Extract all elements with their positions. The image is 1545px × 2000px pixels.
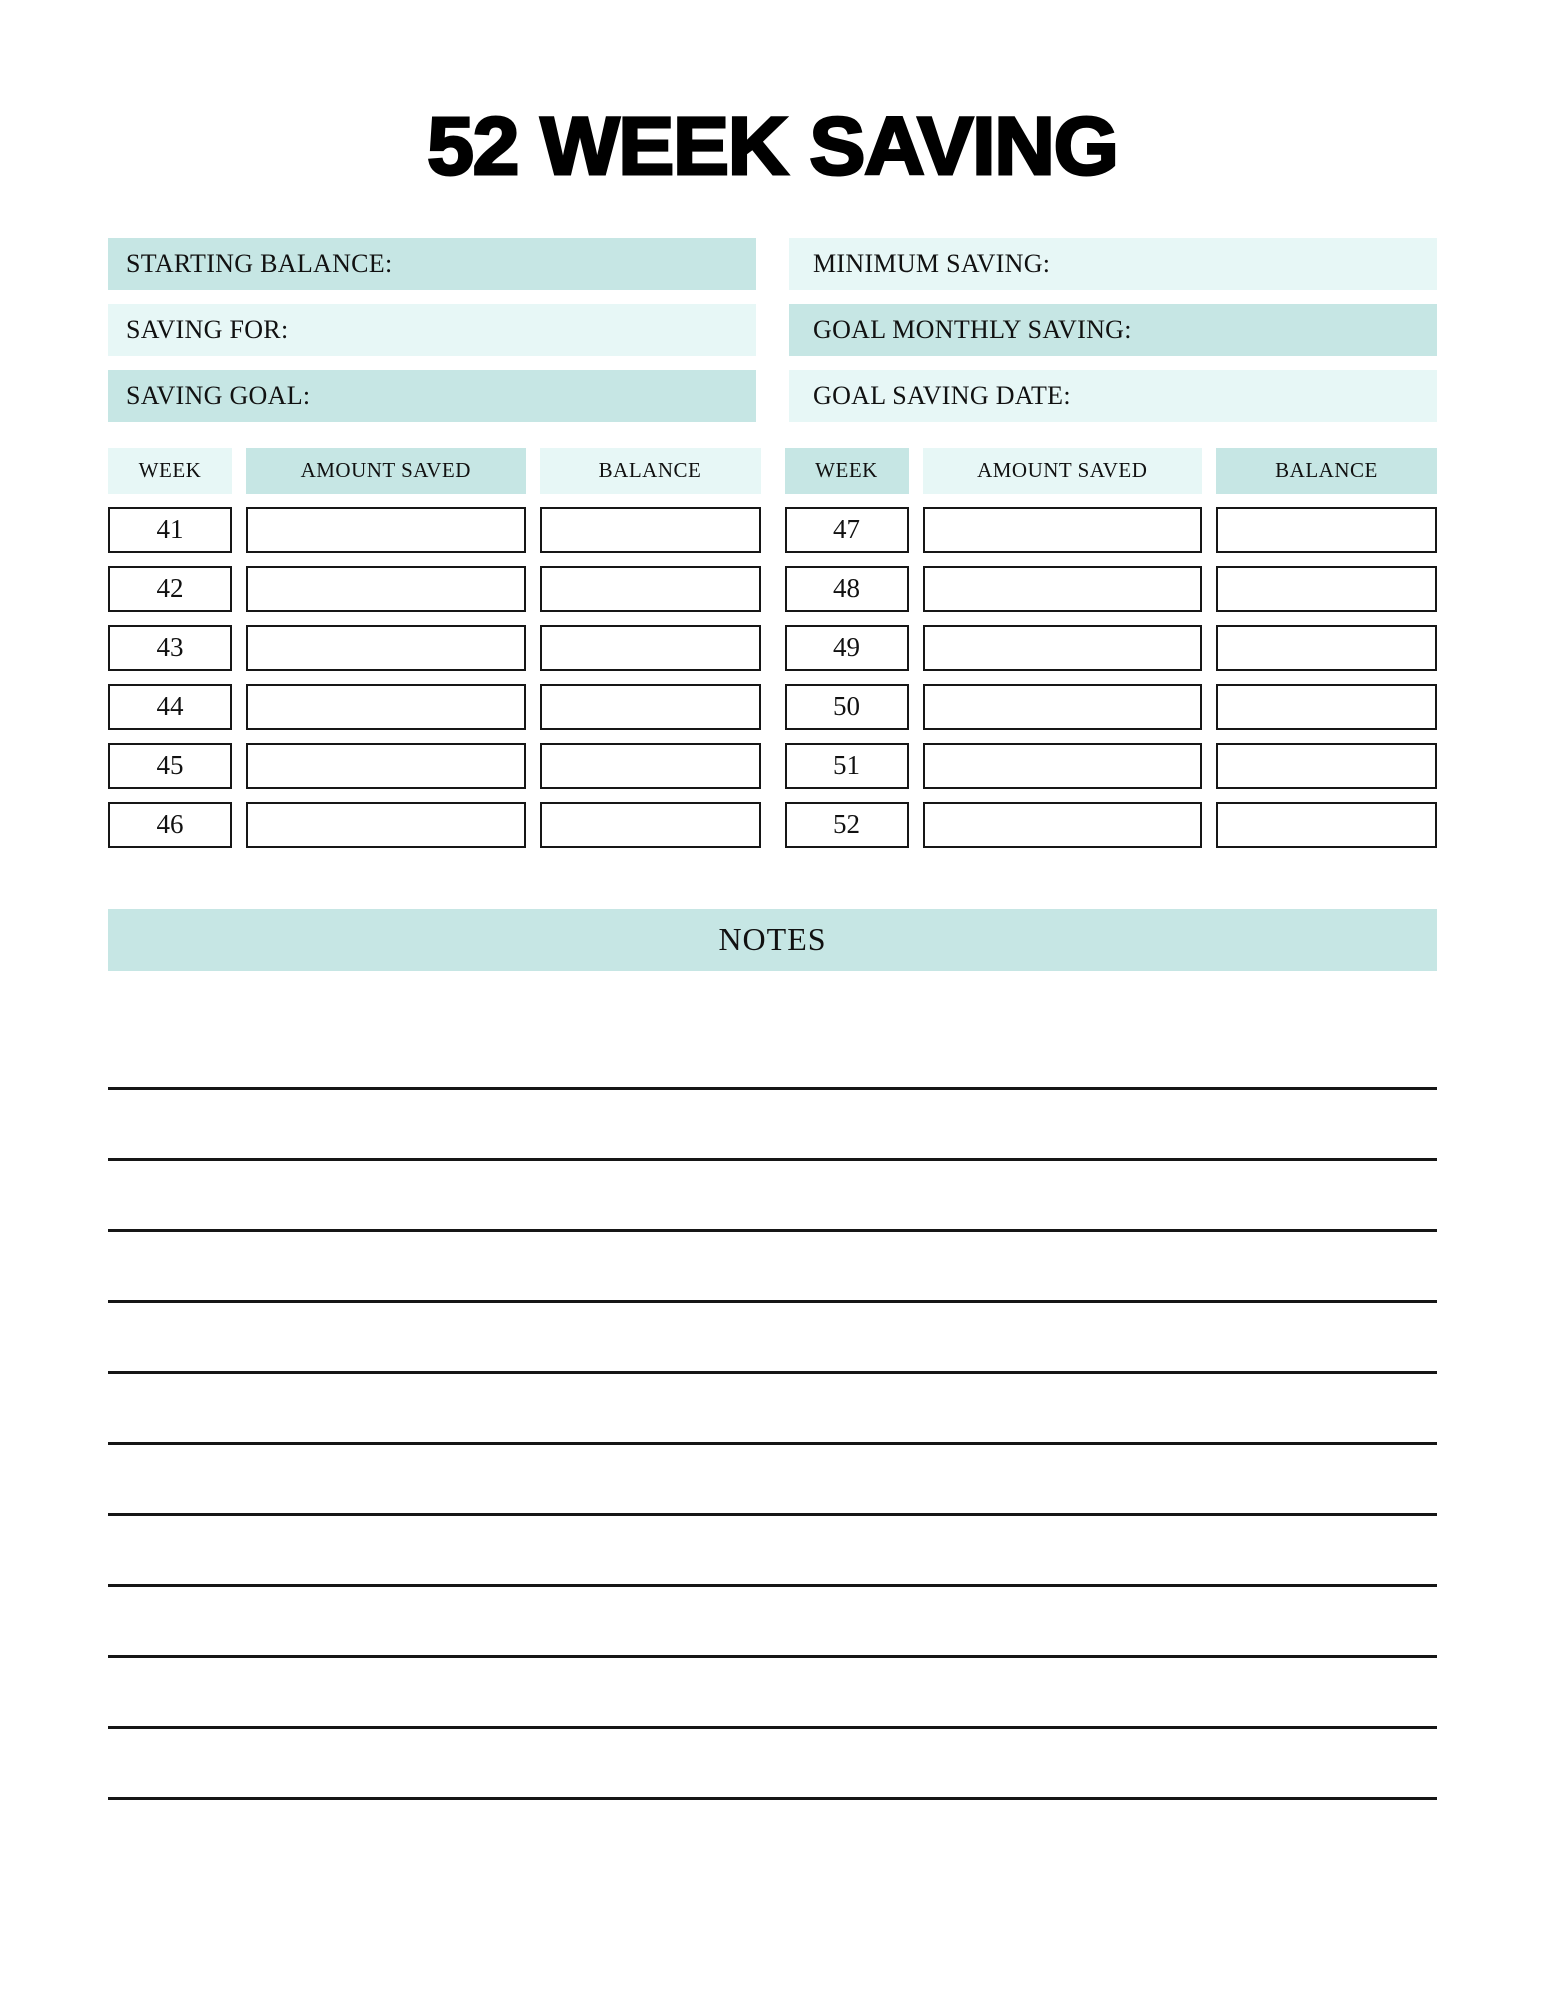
column-header-week: WEEK xyxy=(785,448,909,494)
week-number-cell: 46 xyxy=(108,802,232,848)
column-header-amount-saved: AMOUNT SAVED xyxy=(923,448,1203,494)
notes-write-line[interactable] xyxy=(108,1090,1437,1161)
summary-fields-right-column xyxy=(789,238,1437,422)
amount-saved-input-cell[interactable] xyxy=(246,566,526,612)
info-field-label: STARTING BALANCE: xyxy=(126,248,393,278)
summary-fields-left-column xyxy=(108,238,756,422)
amount-saved-input-cell[interactable] xyxy=(246,743,526,789)
info-field-label: GOAL SAVING DATE: xyxy=(813,380,1071,410)
table-row xyxy=(108,625,761,671)
notes-write-line[interactable] xyxy=(108,1445,1437,1516)
column-header-balance: BALANCE xyxy=(1216,448,1437,494)
table-row xyxy=(785,507,1438,553)
info-field-minimum-saving[interactable] xyxy=(789,238,1437,290)
table-row xyxy=(108,684,761,730)
balance-input-cell[interactable] xyxy=(540,684,761,730)
week-number-cell: 48 xyxy=(785,566,909,612)
week-number-cell: 52 xyxy=(785,802,909,848)
table-row xyxy=(785,802,1438,848)
amount-saved-input-cell[interactable] xyxy=(923,625,1203,671)
balance-input-cell[interactable] xyxy=(1216,684,1437,730)
column-header-week: WEEK xyxy=(108,448,232,494)
table-row xyxy=(108,743,761,789)
table-row xyxy=(108,507,761,553)
notes-write-line[interactable] xyxy=(108,1019,1437,1090)
balance-input-cell[interactable] xyxy=(540,802,761,848)
balance-input-cell[interactable] xyxy=(1216,743,1437,789)
notes-write-line[interactable] xyxy=(108,1303,1437,1374)
week-number-cell: 43 xyxy=(108,625,232,671)
amount-saved-input-cell[interactable] xyxy=(923,743,1203,789)
amount-saved-input-cell[interactable] xyxy=(246,507,526,553)
info-field-label: MINIMUM SAVING: xyxy=(813,248,1051,278)
info-field-label: SAVING FOR: xyxy=(126,314,289,344)
page-title-container xyxy=(108,101,1437,192)
balance-input-cell[interactable] xyxy=(1216,566,1437,612)
week-number-cell: 44 xyxy=(108,684,232,730)
info-field-saving-for[interactable] xyxy=(108,304,756,356)
notes-write-line[interactable] xyxy=(108,1729,1437,1800)
notes-write-line[interactable] xyxy=(108,1587,1437,1658)
info-field-goal-monthly-saving[interactable] xyxy=(789,304,1437,356)
amount-saved-input-cell[interactable] xyxy=(923,802,1203,848)
table-row xyxy=(108,566,761,612)
balance-input-cell[interactable] xyxy=(540,507,761,553)
balance-input-cell[interactable] xyxy=(540,625,761,671)
balance-input-cell[interactable] xyxy=(1216,507,1437,553)
table-header-row xyxy=(108,448,761,494)
week-number-cell: 50 xyxy=(785,684,909,730)
week-number-cell: 47 xyxy=(785,507,909,553)
column-header-amount-saved: AMOUNT SAVED xyxy=(246,448,526,494)
balance-input-cell[interactable] xyxy=(540,566,761,612)
week-number-cell: 42 xyxy=(108,566,232,612)
info-field-goal-saving-date[interactable] xyxy=(789,370,1437,422)
week-tables xyxy=(108,448,1437,861)
amount-saved-input-cell[interactable] xyxy=(923,507,1203,553)
amount-saved-input-cell[interactable] xyxy=(246,802,526,848)
notes-heading: NOTES xyxy=(108,909,1437,971)
week-number-cell: 41 xyxy=(108,507,232,553)
table-header-row xyxy=(785,448,1438,494)
info-field-label: GOAL MONTHLY SAVING: xyxy=(813,314,1132,344)
notes-lines xyxy=(108,1019,1437,1800)
amount-saved-input-cell[interactable] xyxy=(246,684,526,730)
balance-input-cell[interactable] xyxy=(540,743,761,789)
table-row xyxy=(785,566,1438,612)
week-table-left xyxy=(108,448,761,861)
notes-write-line[interactable] xyxy=(108,1658,1437,1729)
notes-write-line[interactable] xyxy=(108,1374,1437,1445)
amount-saved-input-cell[interactable] xyxy=(923,684,1203,730)
notes-write-line[interactable] xyxy=(108,1232,1437,1303)
info-field-label: SAVING GOAL: xyxy=(126,380,311,410)
week-number-cell: 51 xyxy=(785,743,909,789)
week-number-cell: 45 xyxy=(108,743,232,789)
page-title: 52 WEEK SAVING xyxy=(427,101,1118,192)
column-header-balance: BALANCE xyxy=(540,448,761,494)
week-number-cell: 49 xyxy=(785,625,909,671)
table-row xyxy=(108,802,761,848)
notes-write-line[interactable] xyxy=(108,1516,1437,1587)
balance-input-cell[interactable] xyxy=(1216,802,1437,848)
table-row xyxy=(785,743,1438,789)
table-row xyxy=(785,625,1438,671)
table-row xyxy=(785,684,1438,730)
info-field-starting-balance[interactable] xyxy=(108,238,756,290)
week-table-right xyxy=(785,448,1438,861)
notes-write-line[interactable] xyxy=(108,1161,1437,1232)
amount-saved-input-cell[interactable] xyxy=(246,625,526,671)
balance-input-cell[interactable] xyxy=(1216,625,1437,671)
summary-fields xyxy=(108,238,1437,422)
amount-saved-input-cell[interactable] xyxy=(923,566,1203,612)
info-field-saving-goal[interactable] xyxy=(108,370,756,422)
